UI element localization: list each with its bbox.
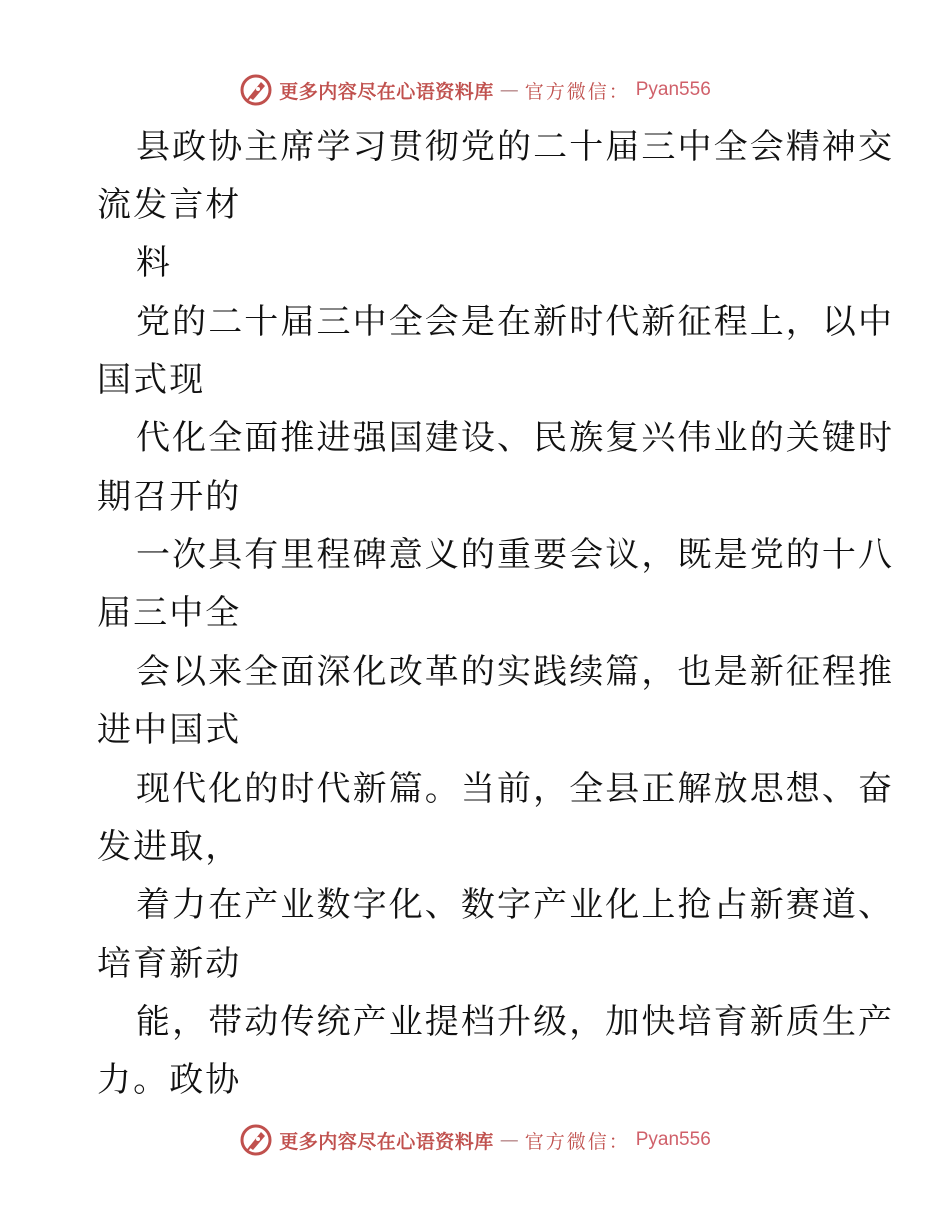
footer-official-label: 官方微信： <box>524 1130 630 1153</box>
banner-wechat-id: Pyan556 <box>635 79 711 100</box>
pen-nib-circle-icon <box>239 73 273 107</box>
body-line-9: 届三中全 <box>97 593 242 633</box>
banner-official-label: 官方微信： <box>524 80 630 103</box>
body-line-10: 会以来全面深化改革的实践续篇，也是新征程推 <box>136 652 895 692</box>
body-line-13: 发进取， <box>97 827 242 867</box>
banner-brand-text: 更多内容尽在心语资料库 <box>279 80 494 103</box>
body-line-8: 一次具有里程碑意义的重要会议，既是党的十八 <box>136 535 895 575</box>
pen-nib-circle-icon <box>239 1123 273 1157</box>
body-line-16: 能，带动传统产业提档升级，加快培育新质生产 <box>136 1002 895 1042</box>
footer-banner <box>0 1120 950 1160</box>
body-line-4: 党的二十届三中全会是在新时代新征程上，以中 <box>136 302 895 342</box>
body-line-11: 进中国式 <box>97 710 242 750</box>
footer-wechat-id: Pyan556 <box>635 1129 711 1150</box>
body-line-15: 培育新动 <box>97 944 242 984</box>
footer-brand-text: 更多内容尽在心语资料库 <box>279 1130 494 1153</box>
body-line-6: 代化全面推进强国建设、民族复兴伟业的关键时 <box>136 418 895 458</box>
body-line-1: 县政协主席学习贯彻党的二十届三中全会精神交 <box>136 127 895 167</box>
body-line-17: 力。政协 <box>97 1060 242 1100</box>
footer-dash: — <box>499 1129 519 1151</box>
body-line-7: 期召开的 <box>97 477 242 517</box>
banner-dash: — <box>499 79 519 101</box>
body-line-3: 料 <box>136 243 173 283</box>
body-line-12: 现代化的时代新篇。当前，全县正解放思想、奋 <box>136 769 895 809</box>
body-line-2: 流发言材 <box>97 185 242 225</box>
body-line-5: 国式现 <box>97 360 206 400</box>
body-line-14: 着力在产业数字化、数字产业化上抢占新赛道、 <box>136 885 895 925</box>
header-banner <box>0 70 950 110</box>
